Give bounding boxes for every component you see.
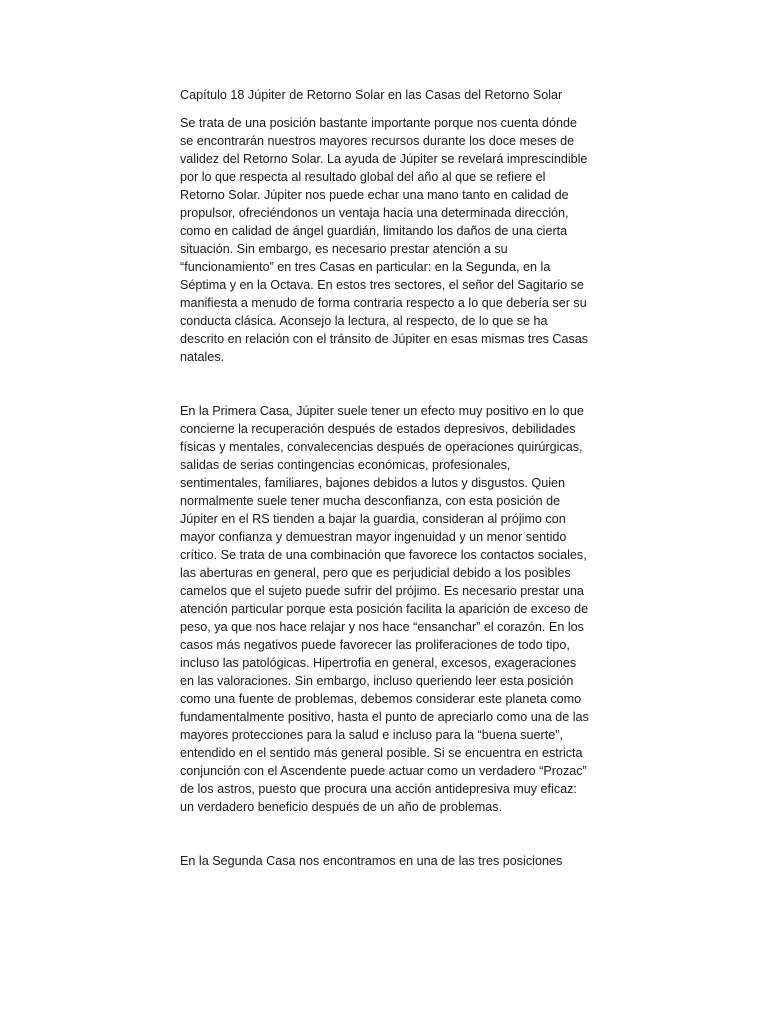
- paragraph-intro: Se trata de una posición bastante importante porque nos cuenta dónde se encontrarán nuestros mayores recursos durante los doce meses de validez del Retorno Solar. La ayuda de Júpiter se revelará imprescindible por lo que respecta al resultado global del año al que se refiere el Retorno Solar. Júpiter nos puede echar una mano tanto en calidad de propulsor, ofreciéndonos un ventaja hacia una determinada dirección, como en calidad de ángel guardián, limitando los daños de una cierta situación. Sin embargo, es necesario prestar atención a su “funcionamiento” en tres Casas en particular: en la Segunda, en la Séptima y en la Octava. En estos tres sectores, el señor del Sagitario se manifiesta a menudo de forma contraria respecto a lo que debería ser su conducta clásica. Aconsejo la lectura, al respecto, de lo que se ha descrito en relación con el tránsito de Júpiter en esas mismas tres Casas natales.: [180, 116, 589, 364]
- paragraph-first-house: En la Primera Casa, Júpiter suele tener un efecto muy positivo en lo que concierne la recuperación después de estados depresivos, debilidades físicas y mentales, convalecencias después de operaciones quirúrgicas, salidas de serias contingencias económicas, profesionales, sentimentales, familiares, bajones debidos a lutos y disgustos. Quien normalmente suele tener mucha desconfianza, con esta posición de Júpiter en el RS tienden a bajar la guardia, consideran al prójimo con mayor confianza y demuestran mayor ingenuidad y un menor sentido crítico. Se trata de una combinación que favorece los contactos sociales, las aberturas en general, pero que es perjudicial debido a los posibles camelos que el sujeto puede sufrir del prójimo. Es necesario prestar una atención particular porque esta posición facilita la aparición de exceso de peso, ya que nos hace relajar y nos hace “ensanchar” el corazón. En los casos más negativos puede favorecer las proliferaciones de todo tipo, incluso las patológicas. Hipertrofia en general, excesos, exageraciones en las valoraciones. Sin embargo, incluso queriendo leer esta posición como una fuente de problemas, debemos considerar este planeta como fundamentalmente positivo, hasta el punto de apreciarlo como una de las mayores protecciones para la salud e incluso para la “buena suerte”, entendido en el sentido más general posible. Si se encuentra en estricta conjunción con el Ascendente puede actuar como un verdadero “Prozac” de los astros, puesto que procura una acción antidepresiva muy eficaz: un verdadero beneficio después de un año de problemas.: [180, 404, 589, 814]
- paragraph-second-house: En la Segunda Casa nos encontramos en una de las tres posiciones: [180, 854, 563, 868]
- chapter-title: Capítulo 18 Júpiter de Retorno Solar en las Casas del Retorno Solar: [180, 88, 563, 102]
- text-column: [180, 86, 590, 870]
